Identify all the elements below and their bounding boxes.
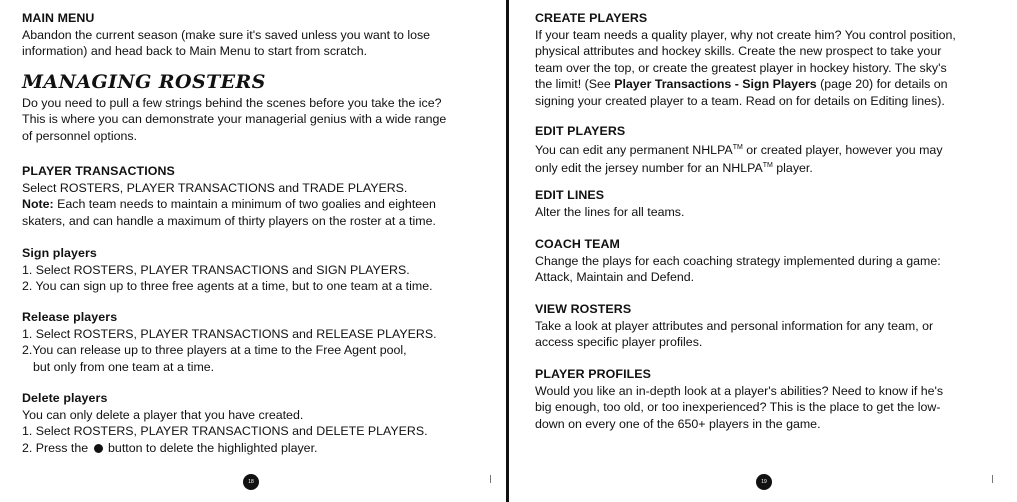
sign-players-line-1: 1. Select ROSTERS, PLAYER TRANSACTIONS and SIGN PLAYERS. xyxy=(22,262,410,277)
right-page xyxy=(510,0,1017,502)
book-spine-divider xyxy=(506,0,509,502)
create-players-heading: CREATE PLAYERS xyxy=(535,11,648,25)
sign-players-line-2: 2. You can sign up to three free agents at a time, but to one team at a time. xyxy=(22,279,433,293)
main-menu-line-1: Abandon the current season (make sure it's saved unless you want to lose xyxy=(22,27,431,42)
edit-players-heading: EDIT PLAYERS xyxy=(535,124,626,138)
player-transactions-note xyxy=(22,196,436,213)
main-menu-section xyxy=(22,10,430,60)
managing-rosters-title: MANAGING ROSTERS xyxy=(22,71,266,93)
create-players-line-2: physical attributes and hockey skills. Create the new prospect to take your xyxy=(535,44,942,58)
page-number-left: 18 xyxy=(243,474,259,490)
release-players-line-3: but only from one team at a time. xyxy=(33,359,215,374)
view-rosters-line-2: access specific player profiles. xyxy=(535,335,703,349)
delete-line-3-pre: 2. Press the xyxy=(22,440,89,455)
managing-line-3: of personnel options. xyxy=(22,128,138,143)
player-profiles-line-1: Would you like an in-depth look at a player's abilities? Need to know if he's xyxy=(535,383,944,398)
release-players-line-1: 1. Select ROSTERS, PLAYER TRANSACTIONS and RELEASE PLAYERS. xyxy=(22,326,437,341)
create-players-line-4 xyxy=(535,76,956,93)
edit-players-line-2 xyxy=(535,158,943,177)
edit-lines-section xyxy=(535,187,684,220)
page-number-right: 19 xyxy=(756,474,772,490)
note-text: Each team needs to maintain a minimum of two goalies and eighteen xyxy=(53,197,436,211)
coach-team-section xyxy=(535,236,941,286)
release-players-line-2: 2.You can release up to three players at a time to the Free Agent pool, xyxy=(22,343,407,357)
release-players-section xyxy=(22,309,437,375)
main-menu-line-2: information) and head back to Main Menu to start from scratch. xyxy=(22,44,368,58)
player-transactions-line-3: skaters, and can handle a maximum of thirty players on the roster at a time. xyxy=(22,213,436,228)
edit-line-1-post: or created player, however you may xyxy=(742,142,943,157)
view-rosters-section xyxy=(535,301,933,351)
player-profiles-section xyxy=(535,366,943,432)
sign-players-section xyxy=(22,245,433,295)
create-players-section xyxy=(535,10,956,109)
coach-team-line-2: Attack, Maintain and Defend. xyxy=(535,270,695,284)
managing-line-2: This is where you can demonstrate your managerial genius with a wide range xyxy=(22,112,447,126)
create-players-line-3: team over the top, or create the greatest player in hockey history. The sky's xyxy=(535,60,947,75)
player-transactions-line-1: Select ROSTERS, PLAYER TRANSACTIONS and TRADE PLAYERS. xyxy=(22,180,408,195)
coach-team-heading: COACH TEAM xyxy=(535,237,620,251)
managing-line-1: Do you need to pull a few strings behind the scenes before you take the ice? xyxy=(22,95,442,110)
edit-players-line-1 xyxy=(535,140,943,159)
note-label: Note: xyxy=(22,197,54,211)
create-line-4-pre: the limit! (See xyxy=(535,77,615,91)
button-circle-icon xyxy=(94,444,103,453)
player-profiles-line-3: down on every one of the 650+ players in the game. xyxy=(535,416,821,431)
player-profiles-line-2: big enough, too old, or too inexperienced? This is the place to get the low- xyxy=(535,400,941,414)
sign-players-heading: Sign players xyxy=(22,246,97,260)
edit-lines-heading: EDIT LINES xyxy=(535,188,605,202)
edit-players-section xyxy=(535,123,943,177)
delete-players-line-3 xyxy=(22,440,428,457)
crop-mark-right xyxy=(992,475,993,483)
player-transactions-heading: PLAYER TRANSACTIONS xyxy=(22,164,175,178)
delete-players-line-2: 1. Select ROSTERS, PLAYER TRANSACTIONS and DELETE PLAYERS. xyxy=(22,424,428,438)
managing-rosters-section xyxy=(22,71,447,144)
delete-players-line-1: You can only delete a player that you have created. xyxy=(22,407,304,422)
trademark-mark: TM xyxy=(732,143,743,151)
view-rosters-heading: VIEW ROSTERS xyxy=(535,302,632,316)
coach-team-line-1: Change the plays for each coaching strategy implemented during a game: xyxy=(535,253,941,268)
trademark-mark-2: TM xyxy=(762,162,773,170)
release-players-heading: Release players xyxy=(22,310,118,324)
edit-line-2-post: player. xyxy=(772,161,813,176)
crop-mark xyxy=(490,475,491,483)
delete-players-section xyxy=(22,390,428,456)
create-line-4-ref: Player Transactions - Sign Players xyxy=(614,77,817,91)
left-page xyxy=(0,0,505,502)
create-players-line-1: If your team needs a quality player, why not create him? You control position, xyxy=(535,27,956,42)
delete-line-3-post: button to delete the highlighted player. xyxy=(108,440,318,455)
player-transactions-section xyxy=(22,163,436,229)
create-players-line-5: signing your created player to a team. Read on for details on Editing lines). xyxy=(535,93,945,108)
player-profiles-heading: PLAYER PROFILES xyxy=(535,367,652,381)
edit-line-2-pre: only edit the jersey number for an NHLPA xyxy=(535,161,763,176)
main-menu-heading: MAIN MENU xyxy=(22,11,95,25)
delete-players-heading: Delete players xyxy=(22,391,108,405)
edit-lines-line-1: Alter the lines for all teams. xyxy=(535,204,685,219)
create-line-4-post: (page 20) for details on xyxy=(816,77,948,91)
edit-line-1-pre: You can edit any permanent NHLPA xyxy=(535,142,733,157)
view-rosters-line-1: Take a look at player attributes and personal information for any team, or xyxy=(535,318,934,333)
